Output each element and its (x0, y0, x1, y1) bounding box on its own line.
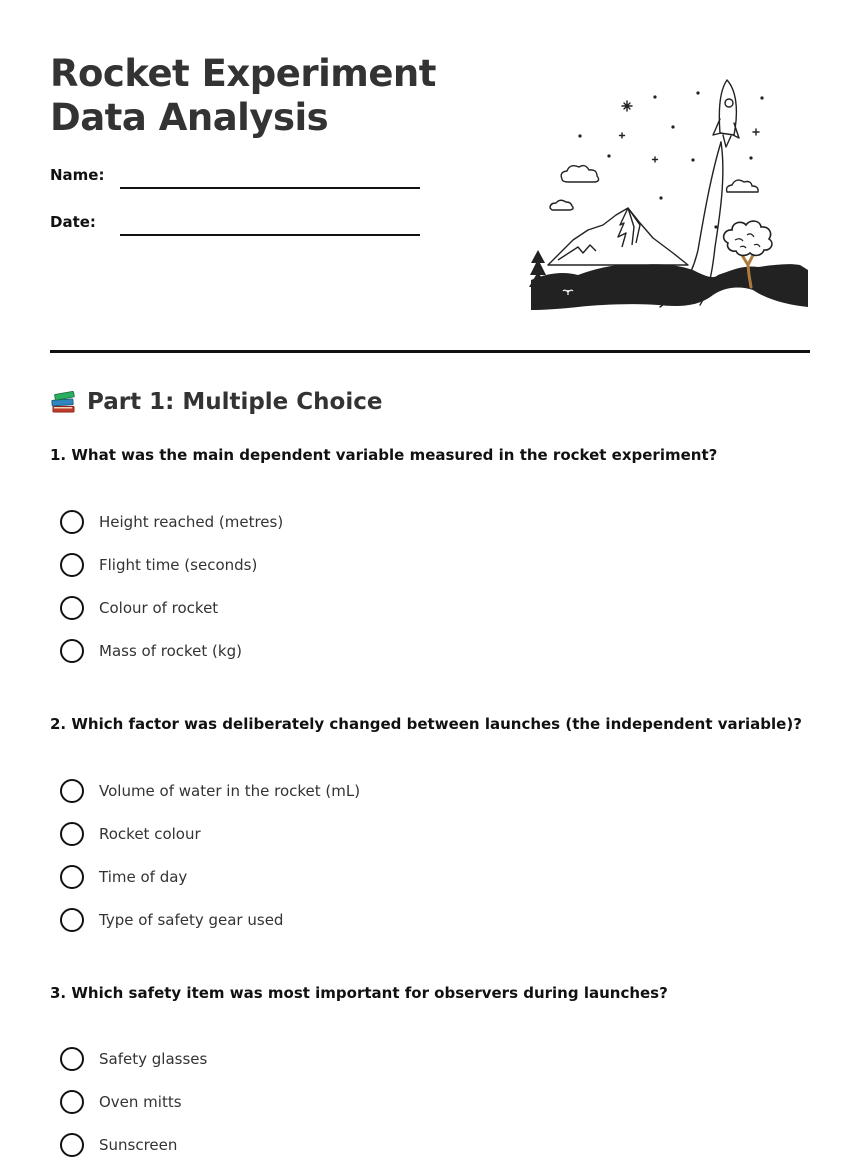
radio-button[interactable] (60, 865, 84, 889)
option-label: Oven mitts (99, 1093, 182, 1111)
radio-button[interactable] (60, 779, 84, 803)
radio-button[interactable] (60, 639, 84, 663)
option-label: Mass of rocket (kg) (99, 642, 242, 660)
option-label: Time of day (99, 868, 188, 886)
rocket-launch-illustration (528, 75, 813, 315)
name-field[interactable] (120, 187, 420, 189)
q3-option-1[interactable] (60, 1046, 207, 1072)
question-1: 1. What was the main dependent variable measured in the rocket experiment? (50, 446, 718, 464)
radio-button[interactable] (60, 908, 84, 932)
q3-option-2[interactable] (60, 1089, 182, 1115)
q1-option-1[interactable] (60, 509, 283, 535)
option-label: Volume of water in the rocket (mL) (99, 782, 361, 800)
q2-option-2[interactable] (60, 821, 201, 847)
radio-button[interactable] (60, 822, 84, 846)
q2-option-1[interactable] (60, 778, 360, 804)
section-heading (50, 388, 382, 415)
option-label: Type of safety gear used (99, 911, 284, 929)
books-icon (50, 388, 77, 415)
radio-button[interactable] (60, 510, 84, 534)
date-field[interactable] (120, 234, 420, 236)
name-label: Name: (50, 166, 105, 184)
q3-option-3[interactable] (60, 1132, 177, 1158)
q1-option-2[interactable] (60, 552, 257, 578)
worksheet-title: Rocket Experiment Data Analysis (50, 52, 436, 139)
q2-option-4[interactable] (60, 907, 283, 933)
question-2: 2. Which factor was deliberately changed between launches (the independent variable)? (50, 715, 802, 733)
radio-button[interactable] (60, 1047, 84, 1071)
date-label: Date: (50, 213, 96, 231)
option-label: Rocket colour (99, 825, 201, 843)
q1-option-4[interactable] (60, 638, 242, 664)
q2-option-3[interactable] (60, 864, 187, 890)
option-label: Height reached (metres) (99, 513, 284, 531)
option-label: Safety glasses (99, 1050, 208, 1068)
radio-button[interactable] (60, 1090, 84, 1114)
radio-button[interactable] (60, 553, 84, 577)
option-label: Sunscreen (99, 1136, 178, 1154)
q1-option-3[interactable] (60, 595, 218, 621)
option-label: Colour of rocket (99, 599, 219, 617)
header-divider (50, 350, 810, 353)
radio-button[interactable] (60, 596, 84, 620)
section-title: Part 1: Multiple Choice (87, 388, 383, 415)
radio-button[interactable] (60, 1133, 84, 1157)
question-3: 3. Which safety item was most important for observers during launches? (50, 984, 668, 1002)
option-label: Flight time (seconds) (99, 556, 258, 574)
